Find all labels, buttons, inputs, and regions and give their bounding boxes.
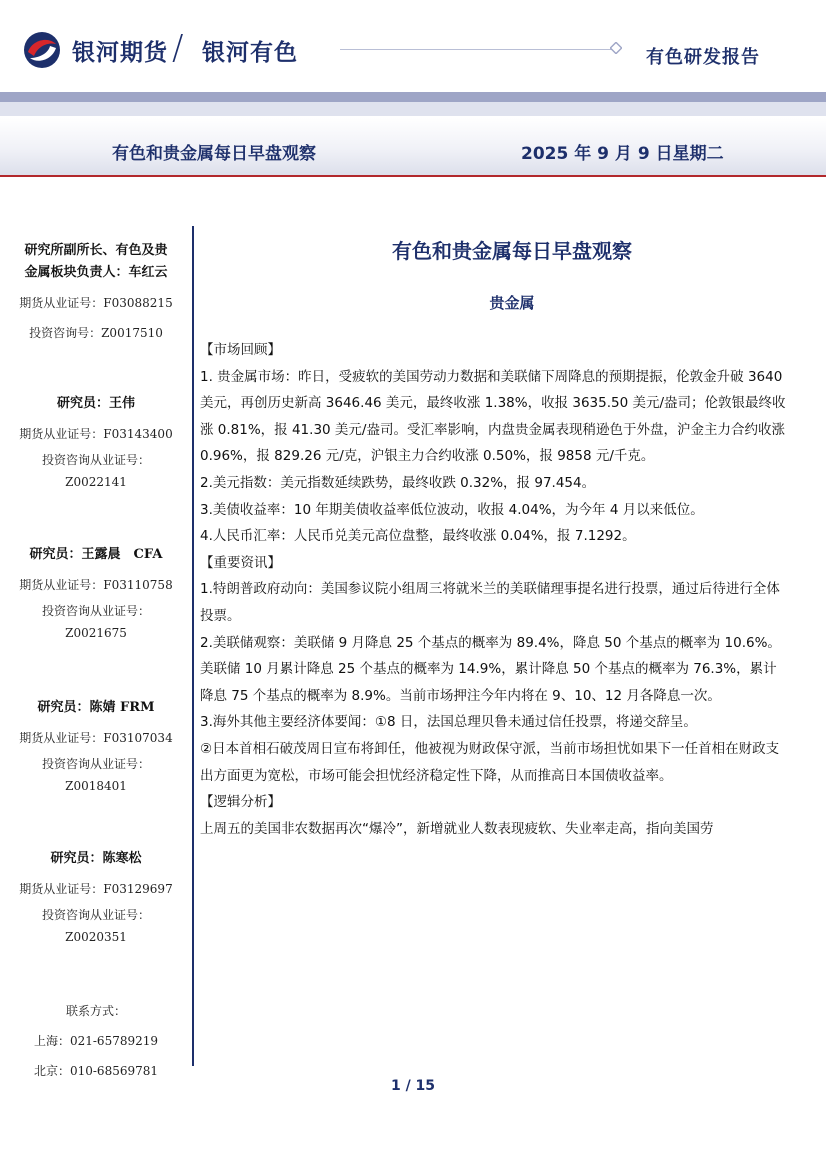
- sidebar-analyst: [2, 544, 190, 644]
- analyst-cert-advisory-value: Z0018401: [65, 779, 127, 793]
- analyst-name: 研究员：陈婧 FRM: [37, 700, 155, 715]
- analyst-cert-advisory-label: 投资咨询从业证号：: [41, 757, 150, 771]
- paragraph: ②日本首相石破茂周日宣布将卸任，他被视为财政保守派，当前市场担忧如果下一任首相在财政支出方面更为宽松，市场可能会担忧经济稳定性下降，从而推高日本国债收益率。: [200, 740, 780, 784]
- sidebar-lead: [2, 240, 190, 344]
- news-heading: 【重要资讯】: [200, 554, 281, 571]
- lead-name-line1: 研究所副所长、有色及贵: [24, 243, 168, 258]
- paragraph: 1. 贵金属市场：昨日，受疲软的美国劳动力数据和美联储下周降息的预期提振，伦敦金升破 3640 美元，再创历史新高 3646.46 美元，最终收涨 1.38%，收报 3635.50 美元/盎司；伦敦银最终收涨 0.81%，报 41.30 美元/盎司。受汇率影响，内盘贵金属表现稍逊色于外盘，沪金主力合约收涨 0.96%，报 829.26 元/克，沪银主力合约收涨 0.50%，报 9858 元/千克。: [200, 368, 786, 465]
- analyst-cert-advisory-value: Z0021675: [65, 626, 127, 640]
- header-band-dark: [0, 92, 826, 102]
- header-band-light: [0, 102, 826, 116]
- paragraph: 1.特朗普政府动向：美国参议院小组周三将就米兰的美联储理事提名进行投票，通过后待进行全体投票。: [200, 581, 780, 624]
- analyst-cert-advisory-label: 投资咨询从业证号：: [41, 908, 150, 922]
- analyst-cert-futures: 期货从业证号：F03110758: [19, 578, 173, 592]
- diamond-icon: [610, 42, 622, 54]
- lead-cert-advisory: 投资咨询号：Z0017510: [29, 326, 163, 340]
- sidebar-contact: [2, 1000, 190, 1082]
- paragraph: 2.美联储观察：美联储 9 月降息 25 个基点的概率为 89.4%，降息 50 个基点的概率为 10.6%。美联储 10 月累计降息 25 个基点的概率为 14.9%，累计降息 50 个基点的概率为 76.3%，累计降息 75 个基点的概率为 8.9%。当前市场押注今年内将在 9、10、12 月各降息一次。: [200, 634, 781, 704]
- sub-brand-name: 银河有色: [202, 40, 298, 66]
- paragraph: 2.美元指数：美元指数延续跌势，最终收跌 0.32%，报 97.454。: [200, 474, 596, 491]
- galaxy-logo-icon: [22, 30, 62, 70]
- brand-name: 银河期货: [72, 40, 168, 66]
- report-body: [200, 337, 786, 842]
- paragraph: 3.美债收益率：10 年期美债收益率低位波动，收报 4.04%，为今年 4 月以来低位。: [200, 501, 704, 518]
- analyst-name: 研究员：王伟: [56, 396, 135, 411]
- header-divider-line: [340, 49, 612, 50]
- lead-cert-futures: 期货从业证号：F03088215: [19, 296, 173, 310]
- sidebar-analyst: [2, 393, 190, 493]
- paragraph: 3.海外其他主要经济体要闻：①8 日，法国总理贝鲁未通过信任投票，将递交辞呈。: [200, 714, 697, 731]
- contact-shanghai: 上海：021-65789219: [33, 1034, 159, 1048]
- analyst-cert-advisory-label: 投资咨询从业证号：: [41, 453, 150, 467]
- page-title: 有色和贵金属每日早盘观察: [392, 239, 632, 263]
- analyst-name: 研究员：陈寒松: [50, 851, 142, 866]
- logic-heading: 【逻辑分析】: [200, 794, 281, 811]
- section-title: 贵金属: [489, 294, 535, 312]
- report-title-bar-text: 有色和贵金属每日早盘观察: [112, 144, 316, 164]
- sidebar-divider: [192, 226, 194, 1066]
- report-type-label: 有色研发报告: [646, 47, 760, 68]
- contact-beijing: 北京：010-68569781: [33, 1064, 159, 1078]
- paragraph: 4.人民币汇率：人民币兑美元高位盘整，最终收涨 0.04%，报 7.1292。: [200, 528, 636, 545]
- analyst-cert-advisory-value: Z0022141: [65, 475, 127, 489]
- analyst-cert-futures: 期货从业证号：F03107034: [19, 731, 173, 745]
- page-number: 1 / 15: [390, 1078, 436, 1094]
- report-date: 2025 年 9 月 9 日星期二: [521, 144, 724, 164]
- sidebar-analyst: [2, 697, 190, 797]
- analyst-cert-advisory-value: Z0020351: [65, 930, 127, 944]
- report-header: [0, 0, 826, 92]
- brand-separator: /: [172, 28, 184, 68]
- market-review-heading: 【市场回顾】: [200, 342, 281, 358]
- sidebar-analyst: [2, 848, 190, 948]
- analyst-cert-futures: 期货从业证号：F03143400: [19, 427, 173, 441]
- analyst-cert-futures: 期货从业证号：F03129697: [19, 882, 173, 896]
- title-red-rule: [0, 175, 826, 177]
- analyst-cert-advisory-label: 投资咨询从业证号：: [41, 604, 150, 618]
- paragraph: 上周五的美国非农数据再次“爆冷”，新增就业人数表现疲软、失业率走高，指向美国劳: [200, 820, 714, 837]
- lead-name-line2: 金属板块负责人：车红云: [24, 265, 168, 280]
- contact-label: 联系方式：: [65, 1004, 126, 1018]
- analyst-name: 研究员：王露晨 CFA: [29, 547, 163, 562]
